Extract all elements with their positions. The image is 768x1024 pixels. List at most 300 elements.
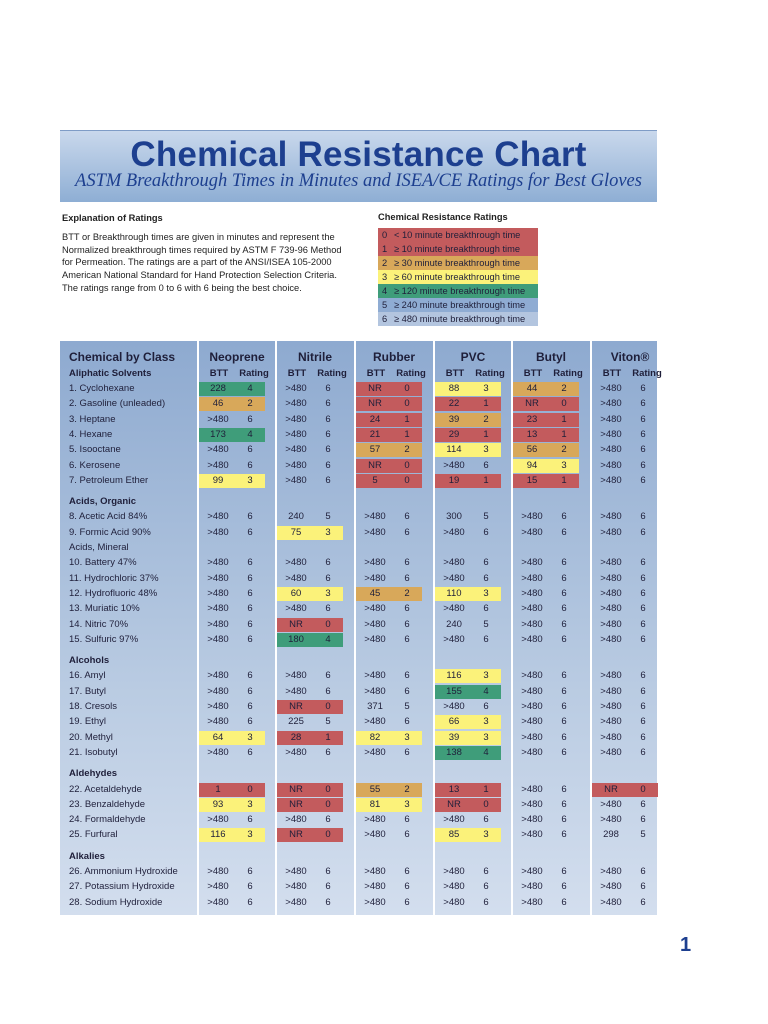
rating-cell [199,828,265,842]
btt-value: 28 [290,731,302,743]
legend-item [378,228,538,242]
rating-value: 6 [483,866,489,877]
btt-value: 5 [372,474,378,486]
rating-value: 6 [325,603,331,615]
rating-cell [199,587,265,601]
btt-value: 46 [212,398,224,410]
chemical-label: 12. Hydrofluoric 48% [69,587,158,599]
table-row [60,443,657,457]
btt-value: >480 [600,866,622,877]
btt-value: >480 [285,444,307,456]
rating-value: 6 [561,603,567,615]
rating-cell [356,428,422,442]
btt-value: >480 [364,829,386,841]
chemical-label: 4. Hexane [69,428,113,440]
glove-header: Rubber [373,350,415,364]
rating-value: 0 [404,383,410,394]
rating-cell [277,669,343,683]
rating-cell [199,731,265,745]
rating-cell [592,865,658,879]
btt-value: >480 [285,746,307,758]
rating-value: 6 [404,603,410,615]
btt-value: >480 [364,603,386,615]
rating-value: 6 [561,633,567,645]
btt-value: NR [368,459,382,471]
rating-cell [513,572,579,586]
glove-header: PVC [460,350,486,364]
rating-cell [356,715,422,729]
rating-value: 6 [483,814,489,826]
rating-cell [513,669,579,683]
rating-value: 6 [561,701,567,712]
table-row [60,397,657,411]
chemical-label: 6. Kerosene [69,459,121,471]
btt-value: 116 [446,670,462,682]
btt-value: >480 [521,670,543,682]
btt-value: 60 [290,587,302,599]
table-row [60,618,657,632]
btt-value: >480 [207,526,229,538]
table-row [60,602,657,616]
btt-value: >480 [600,383,622,394]
chemical-label: 24. Formaldehyde [69,814,146,826]
btt-value: >480 [207,716,229,728]
rating-cell [277,618,343,632]
btt-value: >480 [600,685,622,697]
rating-value: 6 [483,603,489,615]
rating-value: 6 [483,633,489,645]
btt-value: NR [289,798,303,810]
rating-value: 6 [561,557,567,569]
rating-cell [513,783,579,797]
btt-value: 88 [448,383,460,394]
legend-item [378,270,538,284]
rating-cell [435,813,501,827]
chemical-label: 7. Petroleum Ether [69,474,149,486]
btt-header: BTT [209,368,229,379]
rating-value: 6 [561,783,567,795]
rating-value: 6 [561,618,567,630]
rating-cell [356,731,422,745]
rating-value: 6 [640,798,646,810]
btt-value: >480 [600,814,622,826]
btt-value: >480 [443,866,465,877]
btt-value: >480 [443,459,465,471]
rating-value: 6 [561,511,567,523]
rating-value: 6 [561,572,567,584]
btt-value: >480 [521,798,543,810]
rating-cell [356,813,422,827]
rating-value: 0 [640,783,646,795]
rating-cell [199,618,265,632]
legend-item [378,284,538,298]
btt-value: 13 [448,783,460,795]
rating-cell [199,813,265,827]
rating-cell [356,397,422,411]
rating-cell [592,731,658,745]
btt-value: >480 [600,413,622,425]
rating-value: 6 [247,881,253,893]
btt-value: >480 [443,526,465,538]
rating-cell [435,459,501,473]
rating-value: 6 [483,557,489,569]
rating-cell [592,443,658,457]
rating-value: 0 [404,474,410,486]
btt-value: >480 [207,444,229,456]
table-row [60,896,657,910]
rating-cell [356,746,422,760]
rating-cell [277,746,343,760]
rating-value: 6 [247,701,253,712]
category-label: Aldehydes [69,768,118,780]
rating-cell [592,428,658,442]
rating-value: 6 [404,557,410,569]
chemical-label: 10. Battery 47% [69,557,137,569]
rating-value: 6 [640,896,646,908]
rating-cell [199,382,265,396]
rating-cell [199,865,265,879]
rating-value: 0 [325,701,331,712]
rating-cell [277,865,343,879]
btt-value: NR [447,798,461,810]
rating-value: 6 [483,526,489,538]
table-row [60,459,657,473]
rating-value: 6 [483,459,489,471]
btt-value: >480 [521,557,543,569]
rating-cell [592,896,658,910]
rating-cell [356,685,422,699]
rating-cell [513,474,579,488]
btt-header: BTT [602,368,622,379]
rating-cell [277,783,343,797]
rating-value: 5 [404,701,410,712]
rating-value: 6 [404,896,410,908]
rating-value: 1 [483,783,489,795]
rating-cell [592,618,658,632]
rating-cell [199,746,265,760]
rating-value: 4 [483,746,489,758]
chemical-label: 21. Isobutyl [69,746,118,758]
rating-value: 3 [483,383,489,394]
btt-value: 24 [369,413,381,425]
btt-value: >480 [521,746,543,758]
rating-cell [592,746,658,760]
rating-value: 1 [483,474,489,486]
btt-value: >480 [207,572,229,584]
btt-value: >480 [364,716,386,728]
btt-value: >480 [521,603,543,615]
page-subtitle: ASTM Breakthrough Times in Minutes and ISEA/CE Ratings for Best Gloves [75,171,642,191]
rating-cell [356,618,422,632]
rating-value: 3 [483,731,489,743]
rating-cell [592,474,658,488]
rating-value: 6 [404,716,410,728]
btt-value: >480 [521,866,543,877]
glove-header: Butyl [536,350,566,364]
explanation-line: American National Standard for Hand Protection Selection Criteria. [62,270,337,281]
rating-cell [277,880,343,894]
rating-cell [435,382,501,396]
btt-value: >480 [207,557,229,569]
rating-value: 6 [247,587,253,599]
rating-value: 6 [640,731,646,743]
btt-value: 45 [369,587,381,599]
rating-cell [435,397,501,411]
btt-value: >480 [285,685,307,697]
table-row [60,746,657,760]
rating-value: 6 [640,511,646,523]
btt-value: >480 [285,572,307,584]
btt-value: >480 [207,413,229,425]
rating-value: 6 [640,670,646,682]
rating-cell [435,572,501,586]
rating-header: Rating [553,368,583,379]
table-header-label: Chemical by Class [69,350,176,364]
rating-cell [513,798,579,812]
rating-cell [199,413,265,427]
rating-cell [199,510,265,524]
rating-cell [513,382,579,396]
rating-cell [277,633,343,647]
rating-cell [435,685,501,699]
rating-value: 6 [640,618,646,630]
rating-cell [435,526,501,540]
btt-value: >480 [600,670,622,682]
rating-value: 5 [483,511,489,523]
ratings-legend [378,212,538,326]
legend-rating: 6 [382,314,388,324]
rating-value: 6 [640,716,646,728]
rating-value: 6 [561,866,567,877]
chemical-label: 16. Amyl [69,670,106,682]
btt-value: 15 [526,474,538,486]
btt-value: >480 [600,474,622,486]
rating-cell [513,602,579,616]
btt-value: >480 [443,572,465,584]
rating-cell [277,685,343,699]
rating-cell [435,669,501,683]
btt-value: >480 [207,603,229,615]
table-row [60,669,657,683]
rating-cell [199,474,265,488]
table-row [60,382,657,396]
btt-value: >480 [443,633,465,645]
category-row [60,850,657,864]
rating-cell [199,880,265,894]
chemical-label: 8. Acetic Acid 84% [69,511,148,523]
chemical-label: 9. Formic Acid 90% [69,526,151,538]
rating-value: 6 [561,716,567,728]
btt-value: >480 [600,633,622,645]
rating-value: 3 [483,587,489,599]
rating-value: 1 [404,428,410,440]
rating-value: 3 [247,798,253,810]
rating-value: 6 [247,526,253,538]
rating-cell [513,700,579,714]
btt-value: >480 [521,731,543,743]
btt-value: >480 [443,603,465,615]
rating-cell [513,556,579,570]
rating-value: 6 [247,814,253,826]
btt-value: >480 [521,783,543,795]
btt-value: >480 [207,618,229,630]
rating-cell [513,746,579,760]
btt-value: 173 [210,428,226,440]
rating-value: 1 [483,398,489,410]
title-banner [60,130,657,202]
chemical-label: 15. Sulfuric 97% [69,633,139,645]
btt-value: 85 [448,829,460,841]
table-row [60,865,657,879]
btt-value: >480 [285,459,307,471]
explanation-title: Explanation of Ratings [62,213,163,223]
btt-value: 13 [526,428,538,440]
rating-value: 6 [404,685,410,697]
btt-value: NR [289,829,303,841]
rating-value: 2 [483,413,489,425]
rating-value: 6 [640,572,646,584]
btt-value: 23 [526,413,538,425]
rating-cell [356,783,422,797]
rating-value: 6 [640,474,646,486]
chemical-label: 25. Furfural [69,829,118,841]
btt-value: 371 [367,701,383,712]
rating-value: 6 [483,881,489,893]
legend-text: ≥ 30 minute breakthrough time [394,258,521,268]
rating-cell [435,828,501,842]
btt-value: >480 [600,511,622,523]
btt-value: 228 [210,383,226,394]
rating-cell [277,715,343,729]
rating-value: 6 [247,459,253,471]
rating-value: 4 [325,633,331,645]
table-row [60,474,657,488]
rating-value: 6 [640,526,646,538]
btt-value: NR [525,398,539,410]
legend-rating: 0 [382,230,388,240]
rating-cell [356,828,422,842]
rating-cell [435,428,501,442]
legend-rating: 2 [382,258,388,268]
btt-value: >480 [521,814,543,826]
btt-header: BTT [366,368,386,379]
rating-cell [277,459,343,473]
btt-value: >480 [364,633,386,645]
btt-value: >480 [207,670,229,682]
rating-value: 6 [325,814,331,826]
subcategory-row [60,541,657,555]
rating-value: 6 [561,526,567,538]
rating-value: 0 [325,618,331,630]
rating-cell [513,865,579,879]
btt-value: 66 [448,716,460,728]
legend-rows [378,228,538,326]
btt-value: >480 [600,618,622,630]
rating-value: 6 [404,633,410,645]
rating-cell [435,783,501,797]
rating-cell [513,428,579,442]
chemical-label: 27. Potassium Hydroxide [69,881,175,893]
btt-value: >480 [364,866,386,877]
rating-value: 5 [640,829,646,841]
btt-value: >480 [600,398,622,410]
rating-cell [199,572,265,586]
btt-value: 19 [448,474,460,486]
btt-value: >480 [364,511,386,523]
btt-value: >480 [600,572,622,584]
rating-cell [356,865,422,879]
legend-text: ≥ 10 minute breakthrough time [394,244,521,254]
btt-value: 240 [288,511,304,523]
rating-cell [435,618,501,632]
rating-cell [356,510,422,524]
btt-value: >480 [521,685,543,697]
rating-value: 6 [640,814,646,826]
rating-value: 6 [325,413,331,425]
category-row [60,654,657,668]
rating-cell [513,587,579,601]
rating-cell [592,459,658,473]
rating-cell [513,813,579,827]
rating-value: 6 [247,511,253,523]
rating-cell [513,618,579,632]
rating-value: 6 [640,746,646,758]
rating-cell [199,700,265,714]
rating-cell [277,798,343,812]
btt-value: >480 [364,814,386,826]
rating-cell [199,715,265,729]
rating-value: 4 [247,383,253,394]
rating-cell [513,459,579,473]
rating-cell [356,413,422,427]
btt-value: >480 [207,511,229,523]
btt-value: 225 [288,716,304,728]
rating-cell [277,382,343,396]
btt-value: 116 [210,829,226,841]
rating-value: 6 [325,881,331,893]
btt-value: 22 [448,398,460,410]
rating-value: 6 [325,474,331,486]
btt-value: >480 [207,866,229,877]
rating-cell [592,602,658,616]
rating-value: 3 [404,731,410,743]
rating-cell [277,413,343,427]
btt-value: 240 [446,618,462,630]
legend-rating: 5 [382,300,388,310]
btt-value: >480 [443,557,465,569]
rating-value: 6 [404,670,410,682]
rating-value: 6 [247,896,253,908]
btt-value: >480 [521,511,543,523]
table-row [60,798,657,812]
explanation-of-ratings [62,212,362,295]
table-row [60,685,657,699]
rating-cell [199,443,265,457]
rating-value: 6 [640,459,646,471]
table-row [60,828,657,842]
rating-cell [435,715,501,729]
btt-value: 138 [446,746,462,758]
btt-value: >480 [600,428,622,440]
rating-value: 6 [325,383,331,394]
rating-value: 6 [561,670,567,682]
rating-value: 3 [247,731,253,743]
rating-value: 6 [640,398,646,410]
legend-text: ≥ 240 minute breakthrough time [394,300,526,310]
rating-cell [513,896,579,910]
btt-value: >480 [600,731,622,743]
rating-value: 1 [404,413,410,425]
